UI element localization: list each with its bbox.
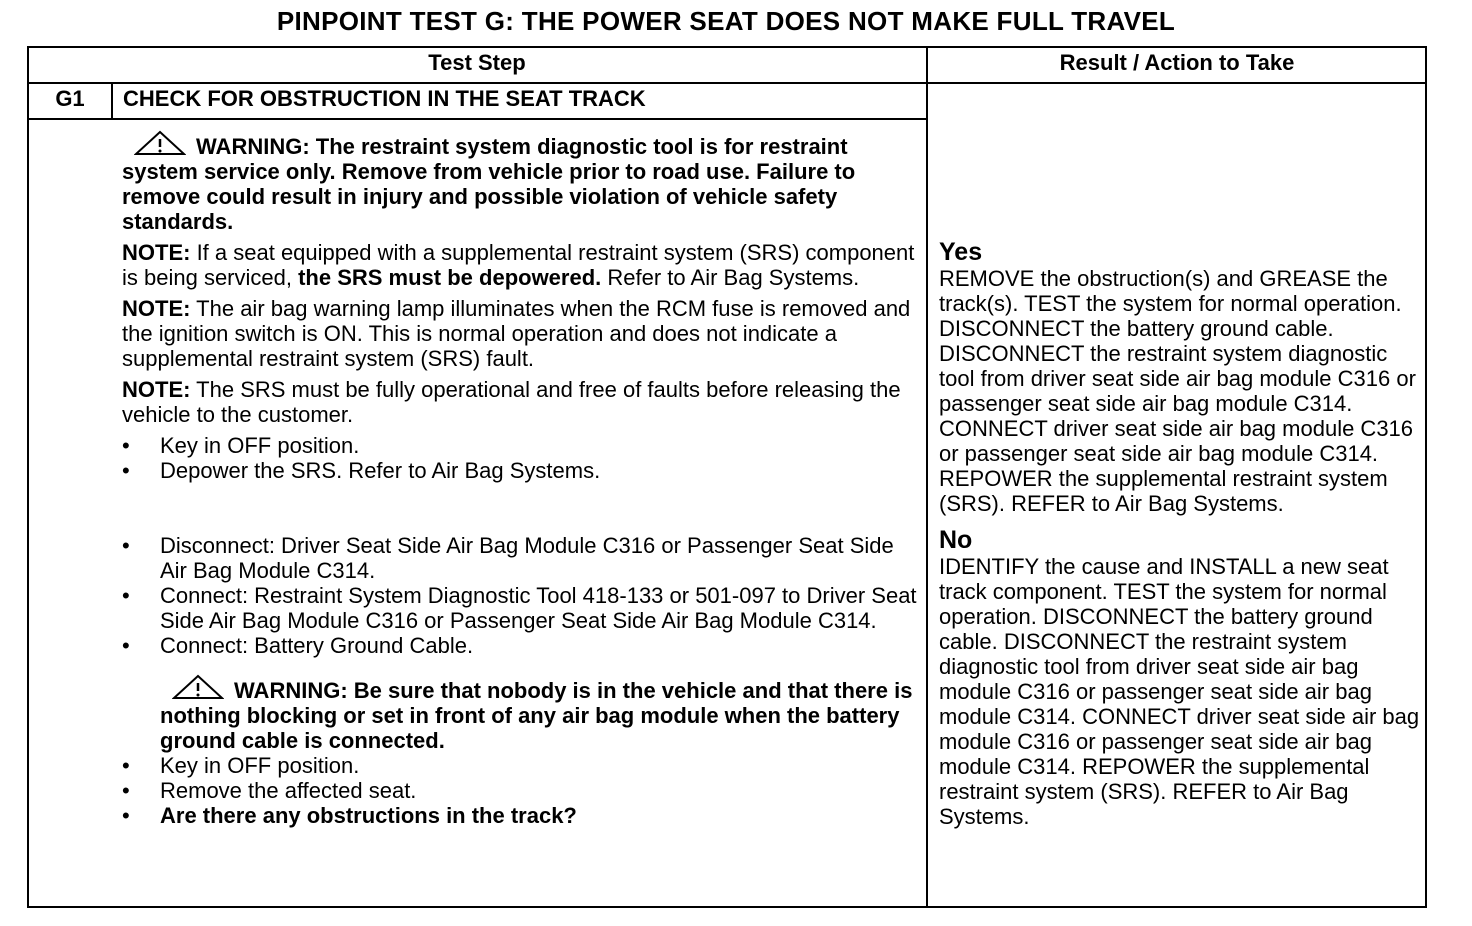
warning-triangle-icon: [134, 130, 186, 156]
list-item: • Disconnect: Driver Seat Side Air Bag Module C316 or Passenger Seat Side Air Bag Module C314.: [122, 533, 894, 583]
warning-triangle-icon: [172, 674, 224, 700]
warning-text: WARNING: Be sure that nobody is in the vehicle and that there is nothing blocking or set in front of any air bag module when the battery ground cable is connected.: [160, 678, 913, 753]
step-id: G1: [55, 86, 85, 111]
header-result: Result / Action to Take: [1059, 50, 1295, 75]
list-item: • Connect: Battery Ground Cable.: [122, 633, 474, 658]
step-heading: CHECK FOR OBSTRUCTION IN THE SEAT TRACK: [123, 86, 646, 111]
warning-block: [122, 674, 922, 753]
note-srs-depower: [122, 240, 922, 290]
result-yes-text: REMOVE the obstruction(s) and GREASE the track(s). TEST the system for normal operation. DISCONNECT the battery ground cable. DISCONNECT the restraint system diagnostic tool from driver seat side air bag module C316 or passenger seat side air bag module C314. CONNECT driver seat side air bag module C316 or passenger seat side air bag module C314. REPOWER the supplemental restraint system (SRS). REFER to Air Bag Systems.: [939, 266, 1416, 516]
note-text: The air bag warning lamp illuminates when the RCM fuse is removed and the ignition switch is ON. This is normal operation and does not indicate a supplemental restraint system (SRS) fault.: [122, 296, 911, 371]
note-emphasis: the SRS must be depowered.: [298, 265, 602, 290]
note-label: NOTE:: [122, 377, 191, 402]
warning-text: WARNING: The restraint system diagnostic tool is for restraint system service only. Remove from vehicle prior to road use. Failure to remove could result in injury and possible violation of vehicle safety standards.: [122, 134, 856, 234]
note-label: NOTE:: [122, 240, 191, 265]
note-srs-operational: [122, 377, 922, 427]
step-body: [122, 130, 922, 828]
header-divider: [27, 82, 1427, 84]
list-item: • Depower the SRS. Refer to Air Bag Systems.: [122, 458, 601, 483]
note-tail: Refer to Air Bag Systems.: [601, 265, 860, 290]
question-item: • Are there any obstructions in the track?: [122, 803, 577, 828]
header-test-step: Test Step: [428, 50, 526, 75]
warning-block: [122, 130, 922, 234]
list-item: • Key in OFF position.: [122, 753, 360, 778]
list-item: • Remove the affected seat.: [122, 778, 417, 803]
list-item: • Key in OFF position.: [122, 433, 360, 458]
result-yes-label: Yes: [939, 238, 983, 266]
result-body: [939, 238, 1425, 829]
note-label: NOTE:: [122, 296, 191, 321]
step-heading-divider: [27, 118, 927, 120]
column-divider: [926, 46, 928, 908]
page-title: PINPOINT TEST G: THE POWER SEAT DOES NOT MAKE FULL TRAVEL: [276, 6, 1176, 36]
result-no-text: IDENTIFY the cause and INSTALL a new seat track component. TEST the system for normal operation. DISCONNECT the battery ground cable. DISCONNECT the restraint system diagnostic tool from driver seat side air bag module C316 or passenger seat side air bag module C314. CONNECT driver seat side air bag module C316 or passenger seat side air bag module C314. REPOWER the supplemental restraint system (SRS). REFER to Air Bag Systems.: [939, 554, 1420, 829]
note-warning-lamp: [122, 296, 922, 371]
result-no-label: No: [939, 526, 973, 554]
note-text: If a seat equipped with a supplemental restraint system (SRS) component is being serviced,: [122, 240, 915, 290]
list-item: • Connect: Restraint System Diagnostic Tool 418-133 or 501-097 to Driver Seat Side Air Bag Module C316 or Passenger Seat Side Air Bag Module C314.: [122, 583, 917, 633]
note-text: The SRS must be fully operational and free of faults before releasing the vehicle to the customer.: [122, 377, 901, 427]
